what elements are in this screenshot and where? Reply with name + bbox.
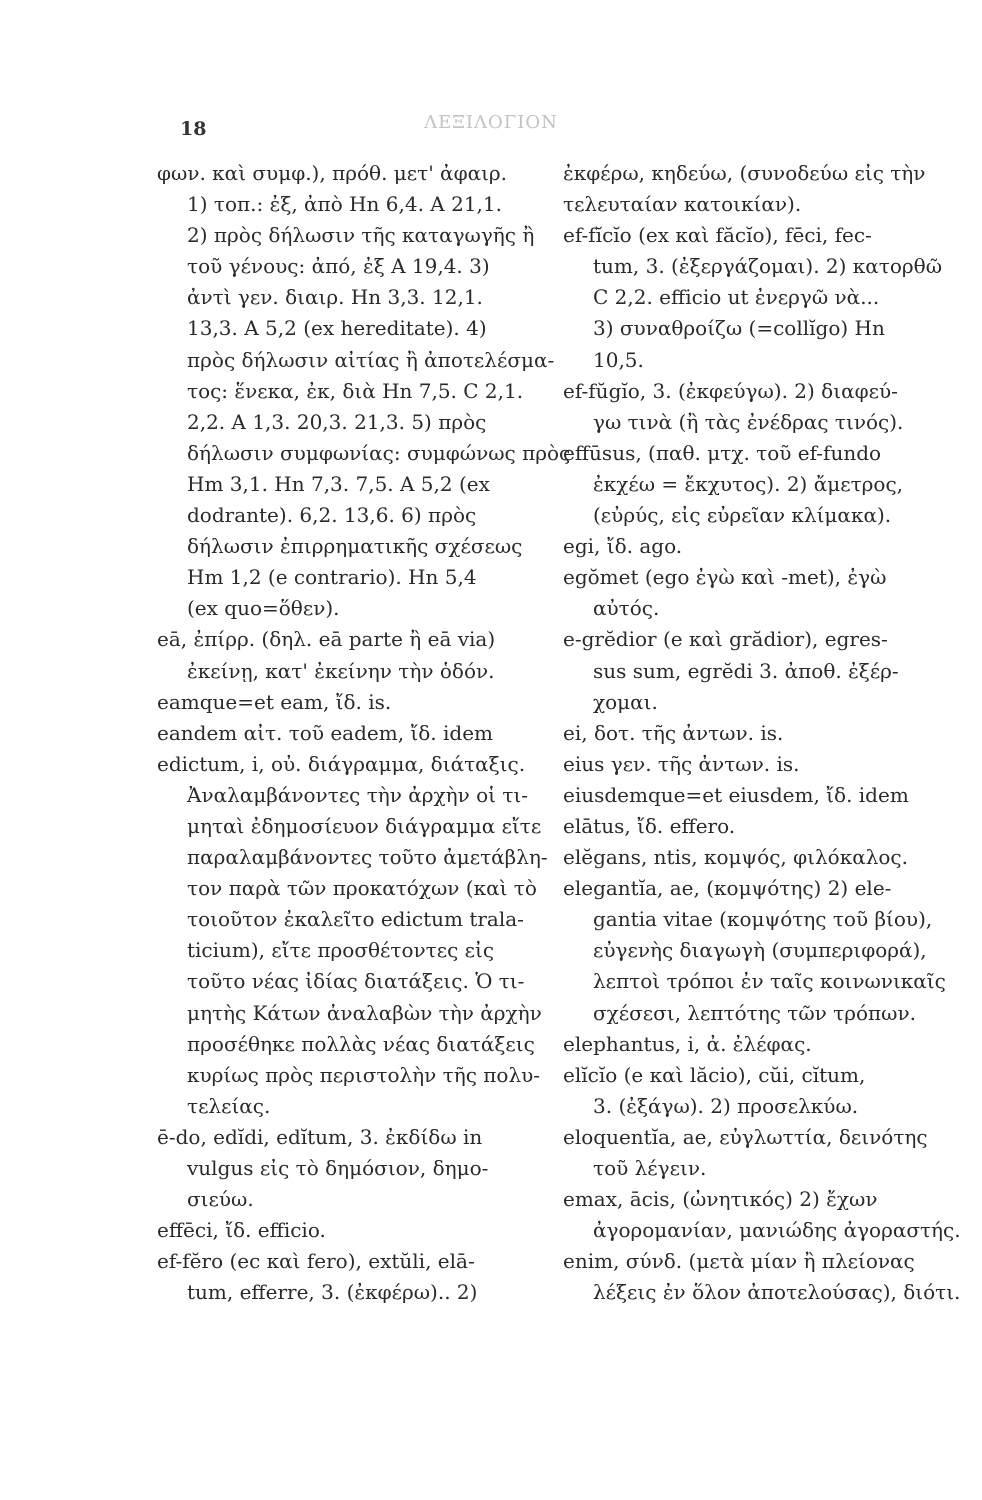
dictionary-line: εὐγενὴς διαγωγὴ (συμπεριφορά), xyxy=(593,938,927,963)
dictionary-line: edictum, i, οὐ. διάγραμμα, διάταξις. xyxy=(157,751,526,776)
dictionary-line: elĕgans, ntis, κομψός, φιλόκαλος. xyxy=(563,845,908,870)
dictionary-line: e-grĕdior (e καὶ grădior), egres- xyxy=(563,627,888,652)
dictionary-line: 3) συναθροίζω (=collĭgo) Hn xyxy=(593,316,885,341)
dictionary-line: δήλωσιν ἐπιρρηματικῆς σχέσεως xyxy=(187,534,523,559)
dictionary-line: gantia vitae (κομψότης τοῦ βίου), xyxy=(593,907,933,932)
dictionary-line: γω τινὰ (ἢ τὰς ἐνέδρας τινός). xyxy=(593,409,904,434)
dictionary-line: δήλωσιν συμφωνίας: συμφώνως πρὸς xyxy=(187,440,571,465)
dictionary-line: C 2,2. efficio ut ἐνεργῶ νὰ... xyxy=(593,285,880,310)
dictionary-line: (εὐρύς, εἰς εὐρεῖαν κλίμακα). xyxy=(593,503,892,528)
dictionary-line: τελευταίαν κατοικίαν). xyxy=(563,192,802,217)
dictionary-line: elephantus, i, ἀ. ἐλέφας. xyxy=(563,1031,812,1056)
dictionary-line: 2) πρὸς δήλωσιν τῆς καταγωγῆς ἢ xyxy=(187,223,535,248)
dictionary-line: ticium), εἴτε προσθέτοντες εἰς xyxy=(187,938,495,963)
dictionary-line: enim, σύνδ. (μετὰ μίαν ἢ πλείονας xyxy=(563,1249,915,1274)
dictionary-line: ἐκφέρω, κηδεύω, (συνοδεύω εἰς τὴν xyxy=(563,161,926,185)
dictionary-line: τον παρὰ τῶν προκατόχων (καὶ τὸ xyxy=(187,876,537,901)
dictionary-line: effūsus, (παθ. μτχ. τοῦ ef-fundo xyxy=(563,440,882,465)
right-column xyxy=(563,158,961,1308)
dictionary-line: τοῦ γένους: ἀπό, ἐξ A 19,4. 3) xyxy=(187,254,490,279)
dictionary-line: πρὸς δήλωσιν αἰτίας ἢ ἀποτελέσμα- xyxy=(187,347,555,372)
dictionary-line: 1) τοπ.: ἐξ, ἀπὸ Hn 6,4. A 21,1. xyxy=(187,192,502,217)
dictionary-line: λέξεις ἐν ὅλον ἀποτελούσας), διότι. xyxy=(593,1280,961,1305)
dictionary-line: μηταὶ ἐδημοσίευον διάγραμμα εἴτε xyxy=(187,813,542,838)
dictionary-line: elĭcĭo (e καὶ lăcio), cŭi, cĭtum, xyxy=(563,1062,866,1087)
dictionary-line: χομαι. xyxy=(593,689,658,714)
dictionary-line: ei, δοτ. τῆς ἀντων. is. xyxy=(563,720,784,745)
dictionary-line: τος: ἕνεκα, ἐκ, διὰ Hn 7,5. C 2,1. xyxy=(187,378,524,403)
dictionary-line: eius γεν. τῆς ἀντων. is. xyxy=(563,751,800,776)
dictionary-line: αὐτός. xyxy=(593,596,660,621)
dictionary-line: tum, efferre, 3. (ἐκφέρω).. 2) xyxy=(187,1280,478,1305)
dictionary-line: 10,5. xyxy=(593,347,644,372)
dictionary-line: τελείας. xyxy=(187,1093,271,1118)
dictionary-line: eiusdemque=et eiusdem, ἴδ. idem xyxy=(563,782,909,807)
dictionary-line: ἀγορομανίαν, μανιώδης ἀγοραστής. xyxy=(593,1218,961,1243)
dictionary-line: τοῦ λέγειν. xyxy=(593,1156,707,1180)
dictionary-line: ef-fĭcĭo (ex καὶ făcĭo), fēci, fec- xyxy=(563,223,872,248)
dictionary-line: λεπτοὶ τρόποι ἐν ταῖς κοινωνικαῖς xyxy=(593,969,946,994)
dictionary-line: sus sum, egrĕdi 3. ἀποθ. ἐξέρ- xyxy=(593,658,899,683)
dictionary-line: σχέσεσι, λεπτότης τῶν τρόπων. xyxy=(593,1000,916,1025)
dictionary-line: emax, ācis, (ὠνητικός) 2) ἔχων xyxy=(563,1187,878,1212)
dictionary-line: μητὴς Κάτων ἀναλαβὼν τὴν ἀρχὴν xyxy=(187,1000,542,1025)
dictionary-line: effēci, ἴδ. efficio. xyxy=(157,1218,326,1243)
dictionary-line: ἐκείνῃ, κατ' ἐκείνην τὴν ὁδόν. xyxy=(187,658,495,683)
dictionary-line: tum, 3. (ἐξεργάζομαι). 2) κατορθῶ xyxy=(593,254,943,279)
dictionary-line: παραλαμβάνοντες τοῦτο ἀμετάβλη- xyxy=(187,845,548,870)
dictionary-line: Hm 1,2 (e contrario). Hn 5,4 xyxy=(187,565,477,590)
left-column xyxy=(157,158,571,1308)
dictionary-line: 13,3. A 5,2 (ex hereditate). 4) xyxy=(187,316,487,341)
dictionary-line: elātus, ἴδ. effero. xyxy=(563,813,736,838)
dictionary-line: ἀντὶ γεν. διαιρ. Hn 3,3. 12,1. xyxy=(187,285,483,310)
dictionary-line: ef-fĕro (ec καὶ fero), extŭli, elā- xyxy=(157,1249,475,1274)
dictionary-line: eā, ἐπίρρ. (δηλ. eā parte ἢ eā via) xyxy=(157,627,496,652)
running-head: ΛΕΞΙΛΟΓΙΟΝ xyxy=(424,112,558,133)
dictionary-line: vulgus εἰς τὸ δημόσιον, δημο- xyxy=(187,1156,489,1180)
dictionary-line: 3. (ἐξάγω). 2) προσελκύω. xyxy=(593,1093,859,1118)
dictionary-line: Hm 3,1. Hn 7,3. 7,5. A 5,2 (ex xyxy=(187,471,490,496)
dictionary-line: ē-do, edĭdi, edĭtum, 3. ἐκδίδω in xyxy=(157,1124,483,1149)
dictionary-line: φων. καὶ συμφ.), πρόθ. μετ' ἀφαιρ. xyxy=(157,161,508,185)
dictionary-line: τοῦτο νέας ἰδίας διατάξεις. Ὁ τι- xyxy=(187,969,525,994)
dictionary-line: elegantĭa, ae, (κομψότης) 2) ele- xyxy=(563,876,892,901)
dictionary-line: eloquentĭa, ae, εὐγλωττία, δεινότης xyxy=(563,1124,928,1149)
dictionary-line: (ex quo=ὅθεν). xyxy=(187,596,340,621)
dictionary-line: dodrante). 6,2. 13,6. 6) πρὸς xyxy=(187,503,477,528)
dictionary-line: ef-fŭgĭo, 3. (ἐκφεύγω). 2) διαφεύ- xyxy=(563,378,898,403)
dictionary-line: σιεύω. xyxy=(187,1187,254,1212)
dictionary-line: eamque=et eam, ἴδ. is. xyxy=(157,689,392,714)
page-number: 18 xyxy=(180,118,207,140)
dictionary-line: eandem αἰτ. τοῦ eadem, ἴδ. idem xyxy=(157,720,494,745)
dictionary-line: Ἀναλαμβάνοντες τὴν ἀρχὴν οἱ τι- xyxy=(187,782,529,807)
dictionary-line: 2,2. A 1,3. 20,3. 21,3. 5) πρὸς xyxy=(187,409,487,434)
dictionary-line: egŏmet (ego ἐγὼ καὶ -met), ἐγὼ xyxy=(563,565,887,590)
dictionary-line: τοιοῦτον ἐκαλεῖτο edictum trala- xyxy=(187,907,524,932)
dictionary-line: κυρίως πρὸς περιστολὴν τῆς πολυ- xyxy=(187,1062,541,1087)
dictionary-line: προσέθηκε πολλὰς νέας διατάξεις xyxy=(187,1031,535,1056)
dictionary-line: ἐκχέω = ἔκχυτος). 2) ἄμετρος, xyxy=(593,471,903,496)
dictionary-line: egi, ἴδ. ago. xyxy=(563,534,683,559)
